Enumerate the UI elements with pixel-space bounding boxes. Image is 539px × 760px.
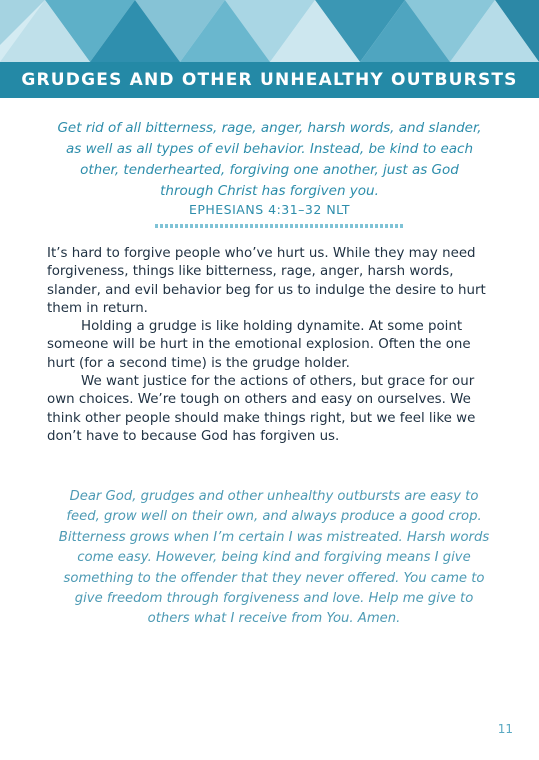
body-paragraph: We want justice for the actions of others, but grace for our own choices. We’re tough on others and easy on ourselves. We think other people should make things right, but we feel like we don’t have to because God has forgiven us. (47, 374, 476, 444)
page-number: 11 (497, 722, 513, 736)
body-paragraph: It’s hard to forgive people who’ve hurt us. While they may need forgiveness, things like bitterness, rage, anger, harsh words, slander, and evil behavior beg for us to indulge the desire to hurt them in return. (47, 246, 486, 316)
decorative-triangle-banner (0, 0, 539, 62)
dotted-divider (155, 224, 405, 228)
body-paragraph: Holding a grudge is like holding dynamite. At some point someone will be hurt in the emotional explosion. Often the one hurt (for a second time) is the grudge holder. (47, 319, 471, 371)
title-bar (0, 62, 539, 98)
triangle-pattern (0, 0, 539, 62)
scripture-verse: Get rid of all bitterness, rage, anger, harsh words, and slander, as well as all types of evil behavior. Instead, be kind to each other, tenderhearted, forgiving one another, just as God through Christ has forgiven you. (57, 120, 482, 199)
page-title: GRUDGES AND OTHER UNHEALTHY OUTBURSTS (21, 70, 518, 90)
closing-prayer: Dear God, grudges and other unhealthy outbursts are easy to feed, grow well on their own, and always produce a good crop. Bitterness grows when I’m certain I was mistreated. Harsh words come easy. However, being kind and forgiving means I give something to the offender that they never offered. You came to give freedom through forgiveness and love. Help me give to others what I receive from You. Amen. (58, 489, 490, 627)
devotional-body (47, 245, 499, 446)
verse-reference: EPHESIANS 4:31–32 NLT (188, 202, 351, 217)
